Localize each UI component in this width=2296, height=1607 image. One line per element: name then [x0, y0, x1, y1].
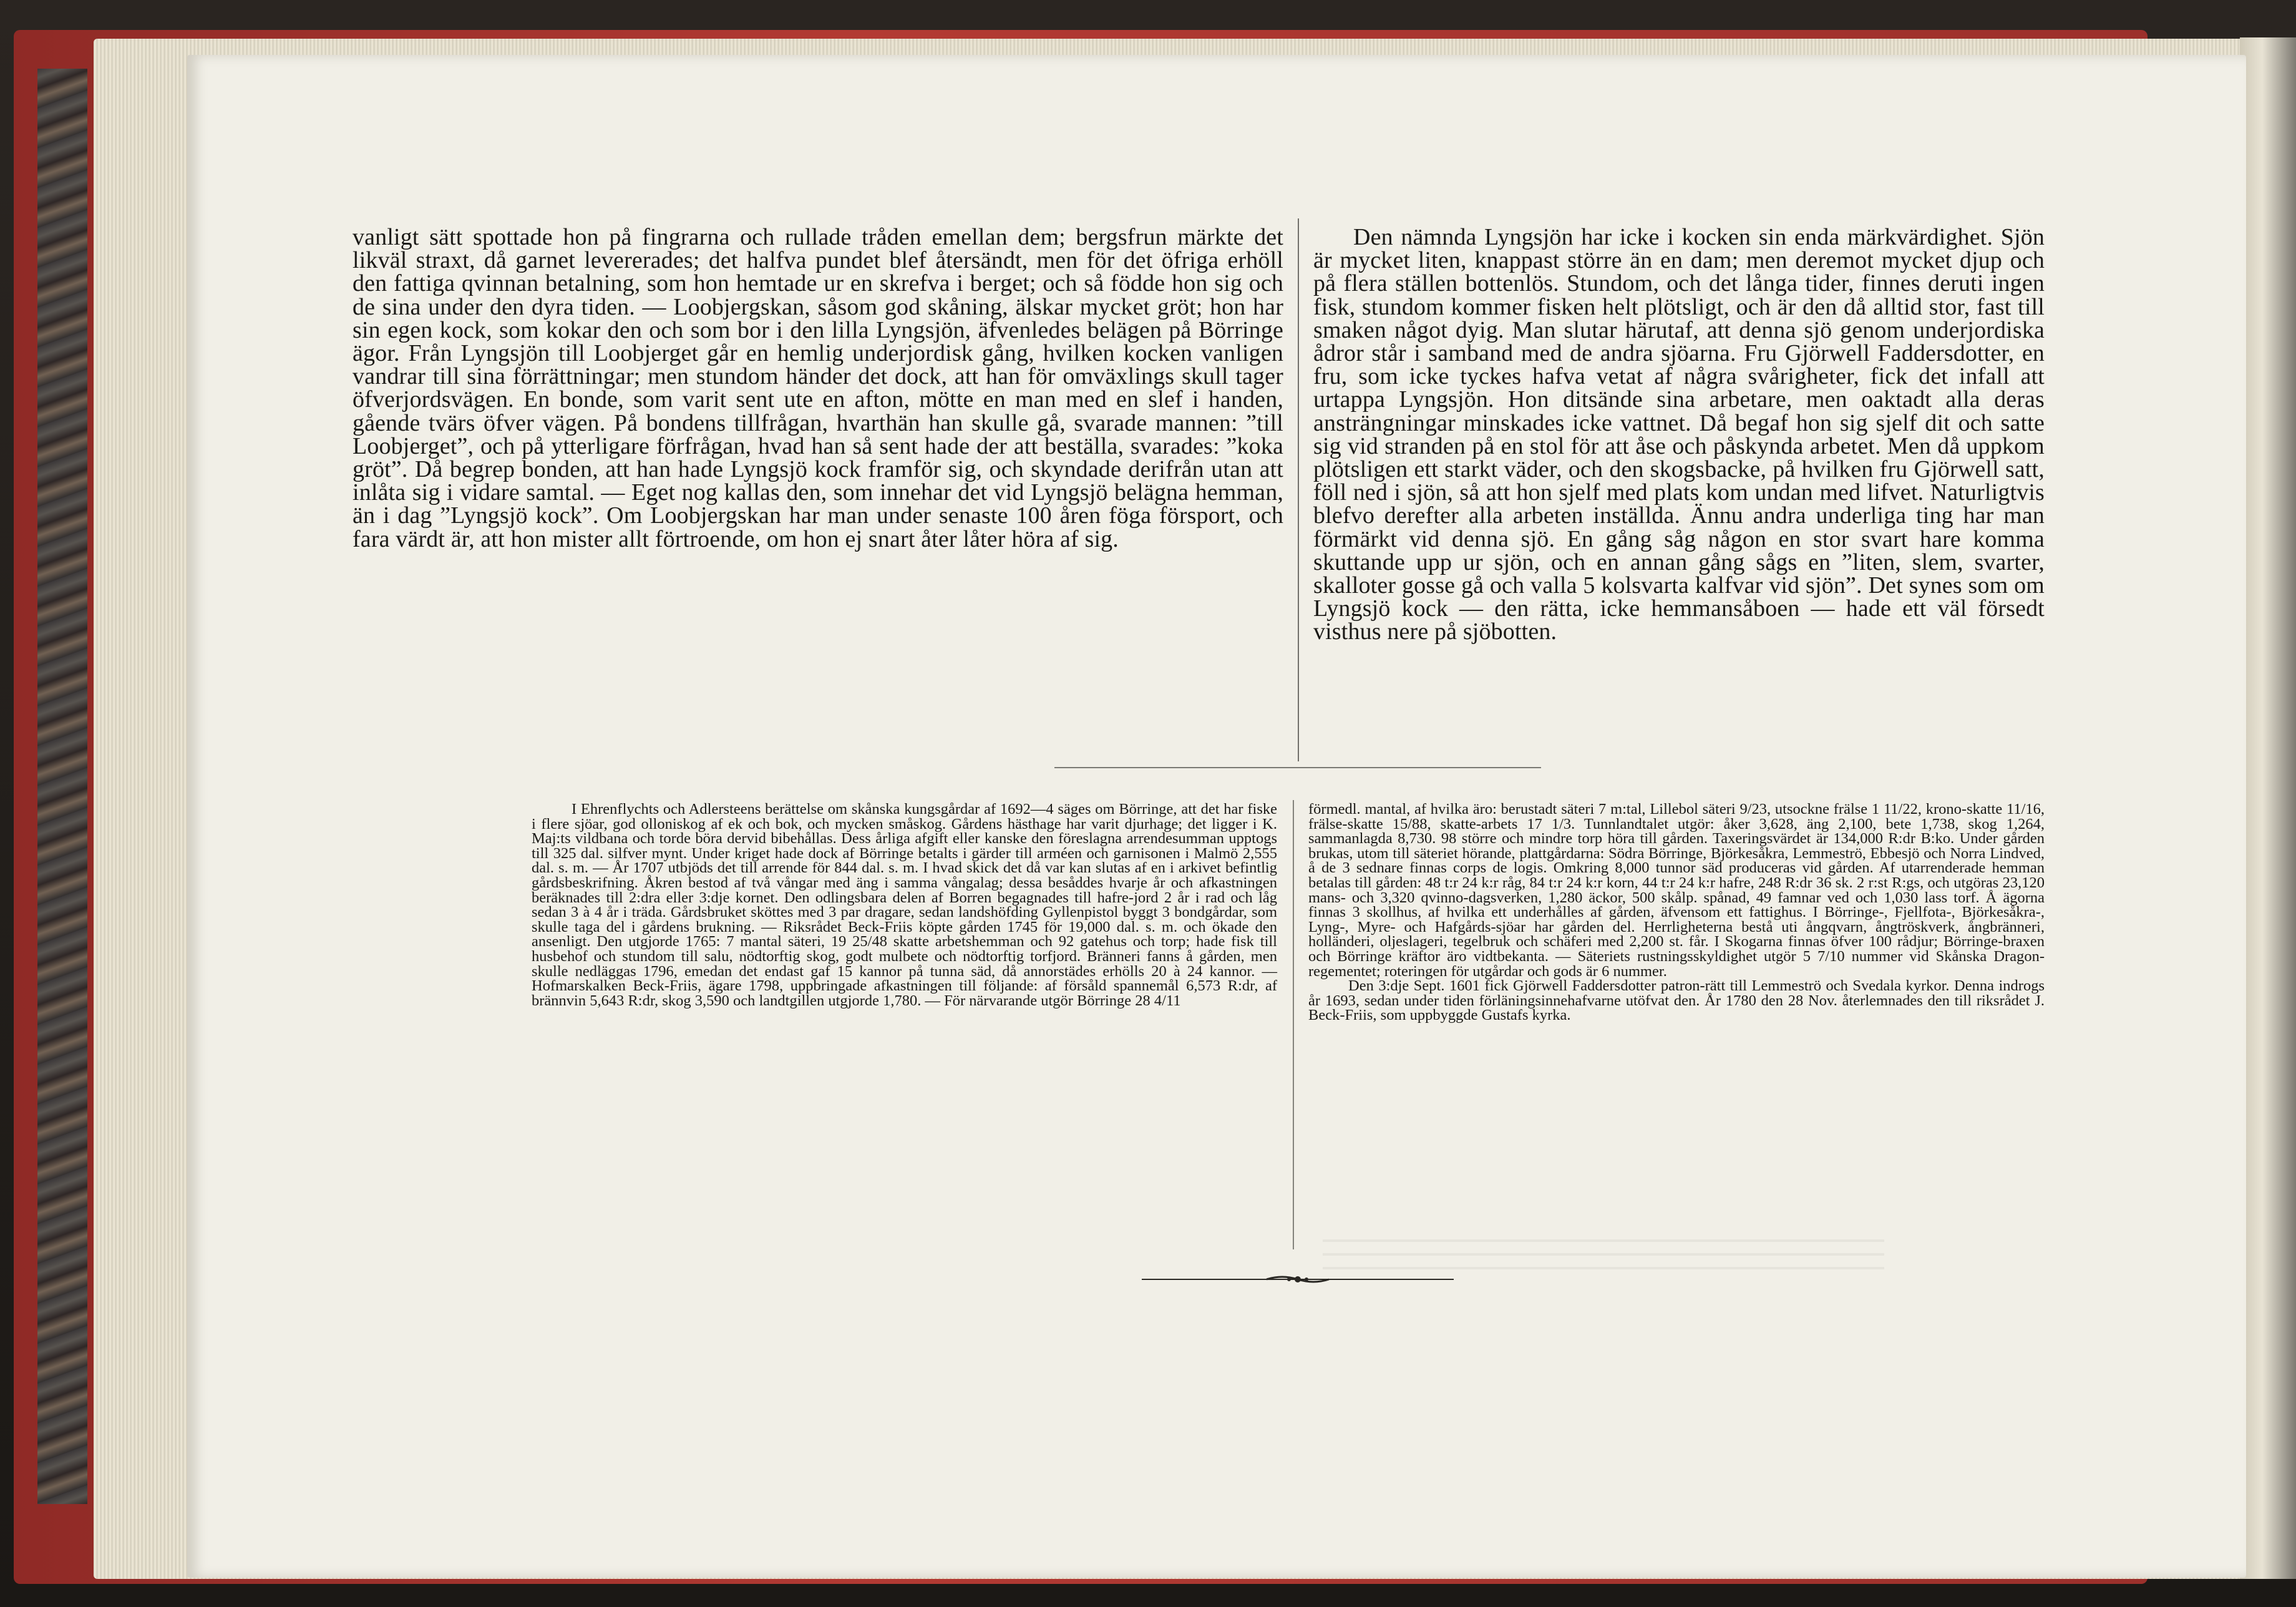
marbled-endpaper	[37, 69, 87, 1504]
main-text-left: vanligt sätt spottade hon på fingrarna och rullade tråden emellan dem; bergsfrun märkte det likväl straxt, då garnet levererades; det halfva pundet blef återsändt, men för det öfriga erhöll den fattiga qvinnan betalning, som hon hemtade ur en skrefva i berget; och så födde hon sig och de sina under den dyra tiden. — Loobjergskan, såsom god skåning, älskar mycket gröt; hon har sin egen kock, som kokar den och som bor i den lilla Lyngsjön, äfvenledes belägen på Börringe ägor. Från Lyngsjön till Loobjerget går en hemlig underjordisk gång, hvilken kocken vanligen vandrar till sina förrättningar; men stundom händer det dock, att han för omväxlings skull tager öfverjordsvägen. En bonde, som varit sent ute en afton, mötte en man med en slef i handen, gående tvärs öfver vägen. På bondens tillfrågan, hvarthän han skulle gå, svarade mannen: ”till Loobjerget”, och på ytterligare förfrågan, hvad han så sent hade der att beställa, svarades: ”koka gröt”. Då begrep bonden, att han hade Lyngsjö kock framför sig, och skyndade derifrån utan att inlåta sig i vidare samtal. — Eget nog kallas den, som innehar det vid Lyngsjö belägna hemman, än i dag ”Lyngsjö kock”. Om Loobjergskan har man under senaste 100 åren föga försport, och fara värdt är, att hon mister allt förtroende, om hon ej snart åter låter höra af sig.	[353, 224, 1283, 552]
footnote-text-right-2: Den 3:dje Sept. 1601 fick Gjörwell Faddersdotter patron-rätt till Lemmeströ och Svedala kyrkor. Denna indrogs år 1693, sedan under tiden förläningsinnehafvarne utöfvat den. År 1780 den 28 Nov. återlemnades den till riksrådet J. Beck-Friis, som uppbyggde Gustafs kyrka.	[1308, 977, 2045, 1024]
footnote-right-column	[1308, 802, 2045, 1023]
right-page-edge	[2240, 37, 2296, 1579]
footnote-rule	[1054, 767, 1541, 768]
main-text-left-column	[353, 226, 1283, 551]
show-through-bleed	[1323, 1228, 1884, 1272]
column-divider	[1298, 218, 1299, 761]
main-text-right: Den nämnda Lyngsjön har icke i kocken sin enda märkvärdighet. Sjön är mycket liten, knappast större än en dam; men deremot mycket djup och på flera ställen bottenlös. Stundom, och det långa tider, finnes deruti ingen fisk, stundom kommer fisken helt plötsligt, och är den då alltid stor, fast till smaken något dyig. Man slutar härutaf, att denna sjö genom underjordiska ådror står i samband med de andra sjöarna. Fru Gjörwell Faddersdotter, en fru, som icke tyckes hafva vetat af några svårigheter, fick det infall att urtappa Lyngsjön. Hon ditsände sina arbetare, men oaktadt alla deras ansträngningar minskades icke vattnet. Då begaf hon sig sjelf dit och satte sig vid stranden på en stol för att åse och påskynda arbetet. Men då uppkom plötsligen ett starkt väder, och den skogsbacke, på hvilken fru Gjörwell satt, föll ned i sjön, så att hon sjelf med plats kom undan med lifvet. Naturligtvis blefvo derefter alla arbeten inställda. Ännu andra underliga ting har man förmärkt vid denna sjö. En gång såg någon en stor svart hare komma skuttande upp ur sjön, och en annan gång sågs en ”liten, slem, svarter, skalloter gosse gå och valla 5 kolsvarta kalfvar vid sjön”. Det synes som om Lyngsjö kock — den rätta, icke hemmansåboen — hade ett väl försedt visthus nere på sjöbotten.	[1313, 224, 2045, 645]
main-text-right-column	[1313, 226, 2045, 644]
footnote-text-right-1: förmedl. mantal, af hvilka äro: berustadt säteri 7 m:tal, Lillebol säteri 9/23, utsockne frälse 1 11/22, krono-skatte 11/16, frälse-skatte 15/88, skatte-arbets 17 1/3. Tunnlandtalet utgör: åker 3,628, äng 2,100, bete 1,738, skog 1,264, sammanlagda 8,730. 98 större och mindre torp höra till gården. Taxeringsvärdet är 134,000 R:dr B:ko. Under gården brukas, utom till säteriet hörande, plattgårdarna: Södra Börringe, Björkesåkra, Lemmeströ, Ebbesjö och Norra Lindved, å de 3 sednare finnas corps de logis. Omkring 8,000 tunnor säd produceras vid gården. Af utarrenderade hemman betalas till gården: 48 t:r 24 k:r råg, 84 t:r 24 k:r korn, 44 t:r 24 k:r hafre, 248 R:dr 36 sk. 2 r:st R:gs, och utgöras 23,120 mans- och 3,320 qvinno-dagsverken, 1,280 äckor, 500 skålp. spånad, 49 famnar ved och 1,030 lass torf. Å ägorna finnas 3 skollhus, af hvilka ett underhålles af gården, äfvensom ett fattighus. I Börringe-, Fjellfota-, Björkesåkra-, Lyng-, Myre- och Hafgårds-sjöar har gården del. Herrligheterna bestå uti ångqvarn, ångtröskverk, ångbränneri, holländeri, oljeslageri, tegelbruk och schäferi med 2,200 st. får. I Skogarna finnas öfver 100 rådjur; Börringe-braxen och Börringe kräftor äro vidtbekanta. — Säteriets rustningsskyldighet utgör 5 7/10 nummer vid Skånska Dragon-regementet; roteringen för utgårdar och gods är 6 nummer.	[1308, 801, 2045, 980]
ornament-divider	[1142, 1274, 1454, 1284]
footnote-text-left: I Ehrenflychts och Adlersteens berättelse om skånska kungsgårdar af 1692—4 säges om Börringe, att det har fiske i flere sjöar, god olloniskog af ek och bok, och mycken småskog. Gårdens hästhage har varit djurhage; det ligger i K. Maj:ts vildbana och torde böra dervid bibehållas. Dess årliga afgift eller kanske den föreslagna arrendesumman upptogs till 325 dal. silfver mynt. Under kriget hade dock af Börringe betalts i gärder till arméen och garnisonen i Malmö 2,555 dal. s. m. — År 1707 utbjöds det till arrende för 844 dal. s. m. I hvad skick det då var kan slutas af en i arkivet befintlig gårdsbeskrifning. Åkren bestod af två vångar med äng i samma vångalag; dessa besåddes hvarje år och afkastningen beräknades till 2:dra eller 3:dje kornet. Den odlingsbara delen af Borren begagnades till hafre-jord 2 år i rad och låg sedan 3 à 4 år i träda. Gårdsbruket sköttes med 3 par dragare, sedan landshöfding Gyllenpistol byggt 3 bondgårdar, som skulle taga del i gårdens brukning. — Riksrådet Beck-Friis köpte gården 1745 för 19,000 dal. s. m. och ökade den ansenligt. Den utgjorde 1765: 7 mantal säteri, 19 25/48 skatte arbetshemman och 92 gatehus och torp; hade fisk till husbehof och stundom till salu, nödtorftig skog, godt mulbete och nödtorftig torfjord. Bränneri fanns å gården, men skulle nedläggas 1796, emedan det endast gaf 15 kannor på tunna säd, då annorstädes erhölls 20 à 24 kannor. — Hofmarskalken Beck-Friis, ägare 1798, uppbringade afkastningen till följande: af försåld spannemål 6,573 R:dr, af brännvin 5,643 R:dr, skog 3,590 och landtgillen utgjorde 1,780. — För närvarande utgör Börringe 28 4/11	[532, 801, 1277, 1009]
footnote-left-column	[532, 802, 1277, 1008]
footnote-column-divider	[1293, 800, 1294, 1249]
